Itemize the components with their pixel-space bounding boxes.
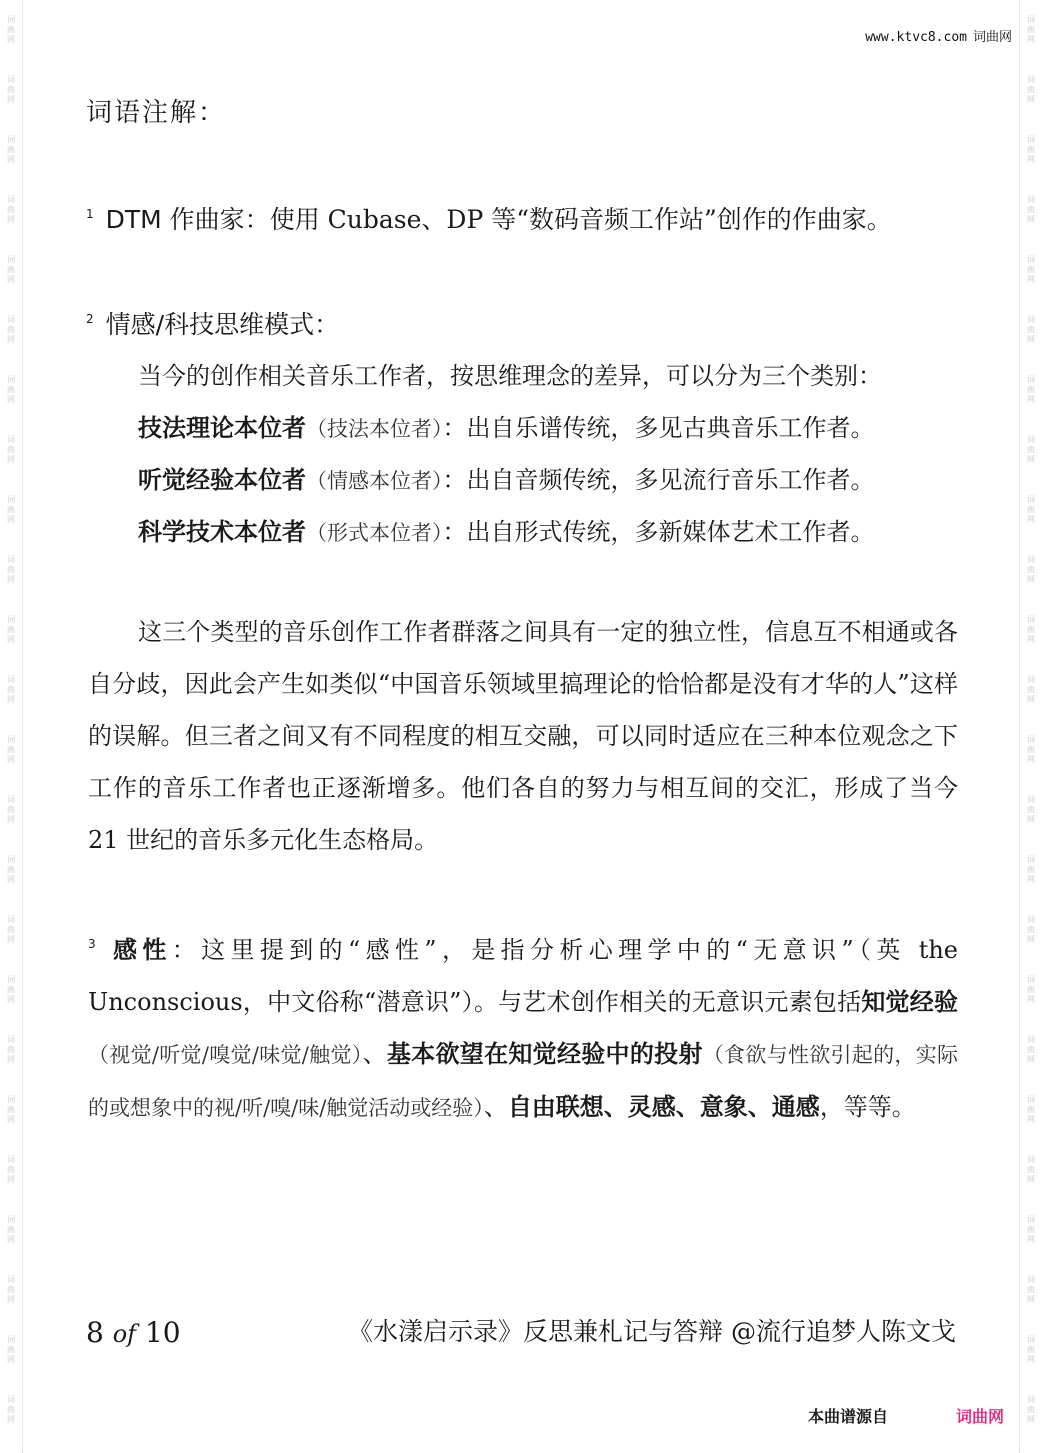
- note-3: [88, 918, 958, 1134]
- separator: 、: [483, 1093, 508, 1121]
- author: @流行追梦人陈文戈: [730, 1317, 956, 1346]
- footer-title: [348, 1312, 956, 1348]
- rail-watermark: 词曲网: [7, 915, 15, 944]
- emphasis-term: 知觉经验: [861, 988, 958, 1016]
- category-term: 科学技术本位者: [138, 518, 306, 546]
- separator: 、: [362, 1040, 387, 1068]
- rail-watermark: 词曲网: [7, 435, 15, 464]
- note-term: 感性: [107, 936, 172, 964]
- rail-watermark: 词曲网: [7, 615, 15, 644]
- footnote-number: 1: [86, 207, 94, 221]
- rail-watermark: 词曲网: [1027, 1215, 1035, 1244]
- rail-watermark: 词曲网: [1027, 915, 1035, 944]
- rail-watermark: 词曲网: [1027, 135, 1035, 164]
- note-text: ：这里提到的“感性”，是指分析心理学中的“无意识”（英 the Unconscious，中文俗称“潜意识”）。与艺术创作相关的无意识元素包括: [88, 936, 959, 1016]
- footnote-number: 3: [88, 937, 96, 951]
- rail-watermark: 词曲网: [7, 495, 15, 524]
- category-line: [138, 408, 875, 443]
- note-2-paragraph: 这三个类型的音乐创作工作者群落之间具有一定的独立性，信息互不相通或各自分歧，因此会产生如类似“中国音乐领域里搞理论的恰恰都是没有才华的人”这样的误解。但三者之间又有不同程度的相互交融，可以同时适应在三种本位观念之下工作的音乐工作者也正逐渐增多。他们各自的努力与相互间的交汇，形成了当今 21 世纪的音乐多元化生态格局。: [88, 618, 958, 854]
- rail-watermark: 词曲网: [1027, 795, 1035, 824]
- rail-watermark: 词曲网: [7, 1275, 15, 1304]
- rail-watermark: 词曲网: [1027, 1155, 1035, 1184]
- category-alias: （形式本位者）: [306, 521, 443, 545]
- page-current: 8: [86, 1316, 104, 1349]
- rail-watermark: 词曲网: [7, 315, 15, 344]
- category-alias: （情感本位者）: [306, 469, 443, 493]
- rail-watermark: 词曲网: [1027, 1275, 1035, 1304]
- source-site[interactable]: 词曲网: [956, 1407, 1005, 1426]
- rail-watermark: 词曲网: [1027, 855, 1035, 884]
- rail-watermark: 词曲网: [1027, 1395, 1035, 1424]
- rail-watermark: 词曲网: [1027, 195, 1035, 224]
- emphasis-term: 自由联想、灵感、意象、通感: [507, 1093, 820, 1121]
- note-text: 使用 Cubase、DP 等“数码音频工作站”创作的作曲家。: [269, 205, 892, 234]
- rail-watermark: 词曲网: [7, 675, 15, 704]
- footnote-number: 2: [86, 312, 94, 326]
- parenthetical: （视觉/听觉/嗅觉/味觉/触觉）: [88, 1043, 363, 1067]
- note-term: 情感/科技思维模式：: [105, 310, 340, 339]
- rail-watermark: 词曲网: [7, 15, 15, 44]
- rail-watermark: 词曲网: [7, 195, 15, 224]
- category-alias: （技法本位者）: [306, 417, 443, 441]
- emphasis-term: 基本欲望在知觉经验中的投射: [386, 1040, 703, 1068]
- rail-watermark: 词曲网: [1027, 255, 1035, 284]
- rail-watermark: 词曲网: [7, 255, 15, 284]
- rail-watermark: 词曲网: [1027, 315, 1035, 344]
- source-label: 本曲谱源自: [808, 1407, 889, 1426]
- rail-watermark: 词曲网: [7, 1335, 15, 1364]
- rail-watermark: 词曲网: [7, 1155, 15, 1184]
- parenthetical: （食欲与性欲引起的，实际的或想象中的视/听/嗅/味/触觉活动或经验）: [88, 1043, 959, 1120]
- rail-watermark: 词曲网: [7, 1395, 15, 1424]
- category-term: 技法理论本位者: [138, 414, 306, 442]
- note-ending: ，等等。: [819, 1093, 916, 1121]
- category-line: [138, 460, 875, 495]
- rail-watermark: 词曲网: [1027, 15, 1035, 44]
- rail-watermark: 词曲网: [1027, 435, 1035, 464]
- rail-watermark: 词曲网: [7, 375, 15, 404]
- site-name: 词曲网: [972, 30, 1012, 45]
- rail-watermark: 词曲网: [1027, 975, 1035, 1004]
- rail-watermark: 词曲网: [1027, 675, 1035, 704]
- right-watermark-rail: [1019, 0, 1042, 1453]
- page-heading: 词语注解：: [86, 98, 227, 128]
- document-title: 《水漾启示录》反思兼札记与答辩: [348, 1317, 724, 1346]
- rail-watermark: 词曲网: [1027, 1095, 1035, 1124]
- rail-watermark: 词曲网: [1027, 1035, 1035, 1064]
- rail-watermark: 词曲网: [7, 75, 15, 104]
- rail-watermark: 词曲网: [7, 555, 15, 584]
- site-url: www.ktvc8.com: [865, 30, 967, 45]
- category-line: [138, 512, 875, 547]
- rail-watermark: 词曲网: [1027, 495, 1035, 524]
- rail-watermark: 词曲网: [1027, 735, 1035, 764]
- top-site-watermark: [865, 26, 1012, 45]
- rail-watermark: 词曲网: [1027, 75, 1035, 104]
- rail-watermark: 词曲网: [7, 735, 15, 764]
- rail-watermark: 词曲网: [1027, 555, 1035, 584]
- rail-watermark: 词曲网: [7, 855, 15, 884]
- rail-watermark: 词曲网: [7, 795, 15, 824]
- rail-watermark: 词曲网: [7, 1035, 15, 1064]
- note-term: DTM 作曲家：: [105, 205, 270, 234]
- category-desc: ：出自乐谱传统，多见古典音乐工作者。: [442, 414, 875, 442]
- rail-watermark: 词曲网: [7, 1215, 15, 1244]
- note-2-title: [86, 305, 339, 341]
- rail-watermark: 词曲网: [1027, 375, 1035, 404]
- category-term: 听觉经验本位者: [138, 466, 306, 494]
- rail-watermark: 词曲网: [7, 135, 15, 164]
- category-desc: ：出自形式传统，多新媒体艺术工作者。: [442, 518, 875, 546]
- note-1: [86, 200, 892, 236]
- rail-watermark: 词曲网: [7, 975, 15, 1004]
- category-desc: ：出自音频传统，多见流行音乐工作者。: [442, 466, 875, 494]
- rail-watermark: 词曲网: [1027, 615, 1035, 644]
- page-number: [86, 1316, 181, 1349]
- note-2-intro: 当今的创作相关音乐工作者，按思维理念的差异，可以分为三个类别：: [138, 362, 882, 390]
- left-watermark-rail: [0, 0, 23, 1453]
- rail-watermark: 词曲网: [7, 1095, 15, 1124]
- page-total: 10: [144, 1316, 181, 1349]
- page-of: of: [112, 1320, 137, 1348]
- rail-watermark: 词曲网: [1027, 1335, 1035, 1364]
